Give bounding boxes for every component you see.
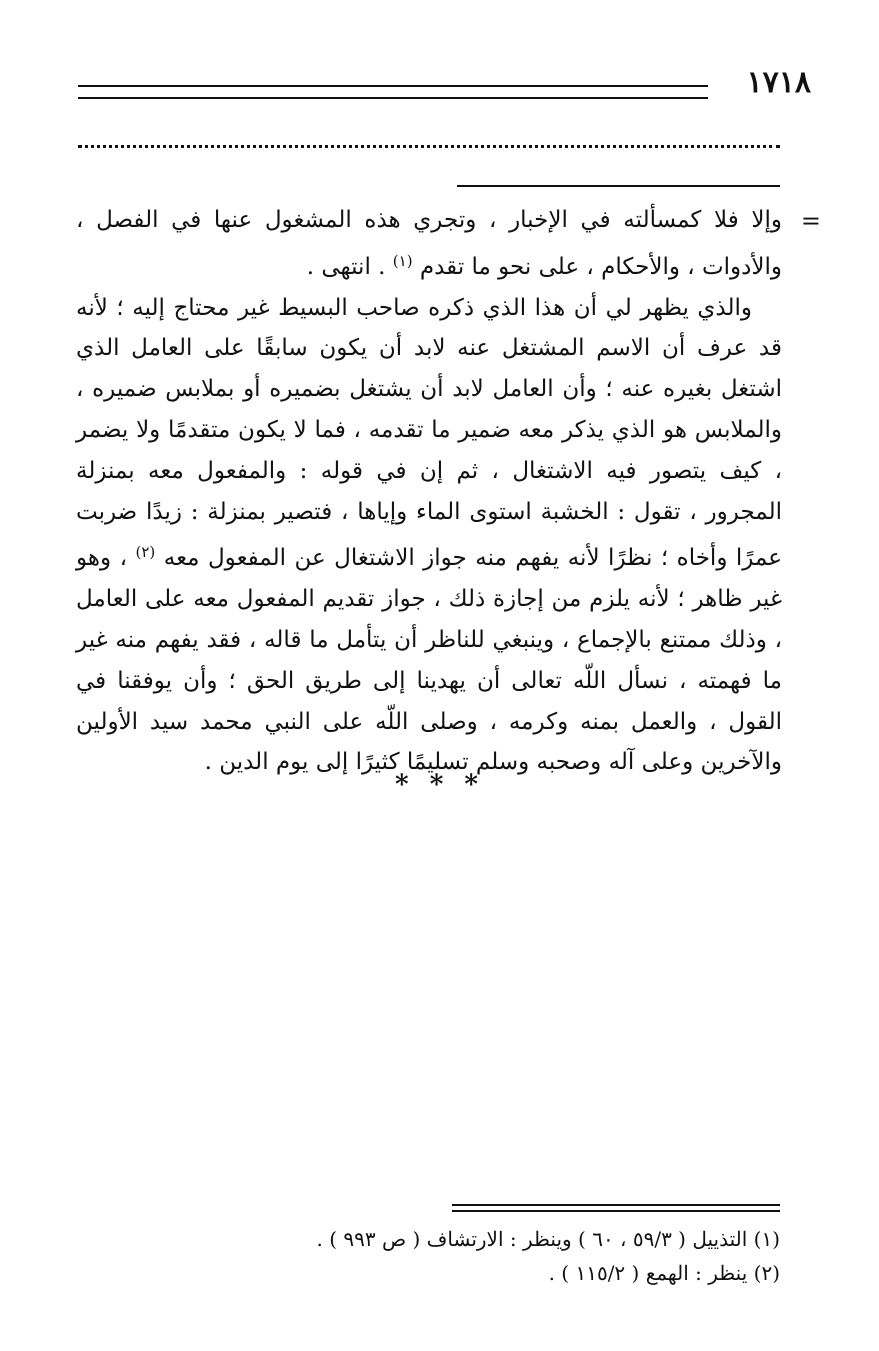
paragraph-2: [76, 288, 782, 784]
paragraph-1: [76, 200, 782, 288]
paragraph-2-text-start: والذي يظهر لي أن هذا الذي ذكره صاحب البسيط غير محتاج إليه ؛ لأنه قد عرف أن الاسم المشتغل عنه لابد أن يكون سابقًا على العامل الذي اشتغل بغيره عنه ؛ وأن العامل لابد أن يشتغل بضميره أو بملابس ضميره ، والملابس هو الذي يذكر معه ضمير ما تقدمه ، فما لا يكون متقدمًا ولا يضمر ، كيف يتصور فيه الاشتغال ، ثم إن في قوله : والمفعول معه بمنزلة المجرور ، تقول : الخشبة استوى الماء وإياها ، فتصير بمنزلة : زيدًا ضربت عمرًا وأخاه ؛ نظرًا لأنه يفهم منه جواز الاشتغال عن المفعول معه: [76, 294, 783, 572]
footnote-2: (٢) ينظر : الهمع ( ١١٥/٢ ) .: [548, 1261, 780, 1285]
header-double-rule: [78, 85, 708, 99]
paragraph-2-text-end: ، وهو غير ظاهر ؛ لأنه يلزم من إجازة ذلك ، جواز تقديم المفعول معه على العامل ، وذلك ممتنع بالإجماع ، وينبغي للناظر أن يتأمل ما قاله ، فقد يفهم منه غير ما فهمته ، نسأل اللّه تعالى أن يهدينا إلى طريق الحق ؛ وأن يوفقنا في القول ، والعمل بمنه وكرمه ، وصلى اللّه على النبي محمد سيد الأولين والآخرين وعلى آله وصحبه وسلم تسليمًا كثيرًا إلى يوم الدين .: [76, 545, 782, 776]
footnote-1: (١) التذييل ( ٥٩/٣ ، ٦٠ ) وينظر : الارتشاف ( ص ٩٩٣ ) .: [316, 1227, 780, 1251]
footnote-reference-1: (١): [392, 251, 413, 270]
dotted-separator: [78, 145, 780, 148]
paragraph-1-text-end: . انتهى .: [306, 253, 393, 280]
continuation-marker: =: [800, 207, 821, 235]
paragraph-1-text-start: وإلا فلا كمسألته في الإخبار ، وتجري هذه المشغول عنها في الفصل ، والأدوات ، والأحكام ، على نحو ما تقدم: [76, 207, 782, 280]
footnote-reference-2: (٢): [135, 543, 156, 562]
continuation-rule: [457, 185, 780, 187]
footnote-separator-rule: [452, 1204, 780, 1212]
section-end-asterisks: * * *: [395, 770, 484, 800]
main-text: [76, 200, 782, 783]
footnotes: [78, 1222, 780, 1290]
page-number: ١٧١٨: [746, 65, 811, 100]
